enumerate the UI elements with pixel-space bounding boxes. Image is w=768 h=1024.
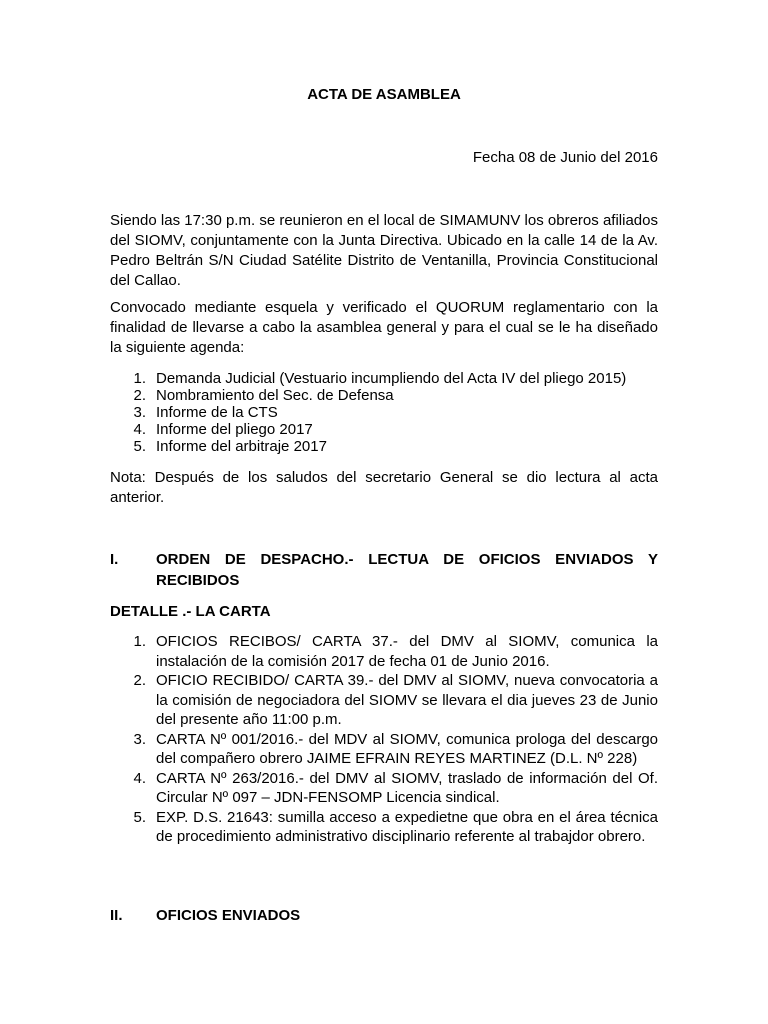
list-text: Demanda Judicial (Vestuario incumpliendo del Acta IV del pliego 2015) — [156, 370, 627, 387]
section-title: OFICIOS ENVIADOS — [156, 907, 301, 924]
list-text: Informe del pliego 2017 — [156, 421, 313, 438]
list-item — [110, 730, 658, 769]
list-number: 3. — [133, 404, 146, 421]
list-number: 4. — [133, 421, 146, 438]
document-date: Fecha 08 de Junio del 2016 — [472, 149, 658, 166]
list-item — [110, 808, 658, 847]
list-text: OFICIOS RECIBOS/ CARTA 37.- del DMV al SIOMV, comunica la instalación de la comisión 2017 de fecha 01 de Junio 2016. — [156, 633, 658, 670]
list-number: 2. — [133, 672, 146, 689]
section-number: II. — [110, 907, 123, 924]
list-number: 4. — [133, 769, 146, 787]
list-item — [110, 387, 658, 404]
list-number: 1. — [133, 633, 146, 650]
document-title: ACTA DE ASAMBLEA — [307, 86, 461, 103]
list-text: CARTA Nº 001/2016.- del MDV al SIOMV, comunica prologa del descargo del compañero obrero JAIME EFRAIN REYES MARTINEZ (D.L. Nº 228) — [156, 730, 658, 767]
list-text: EXP. D.S. 21643: sumilla acceso a expedietne que obra en el área técnica de procedimiento administrativo disciplinario referente al trabajdor obrero. — [156, 808, 658, 845]
list-item — [110, 404, 658, 421]
section-heading — [110, 905, 300, 926]
list-number: 5. — [133, 438, 146, 455]
list-text: Nombramiento del Sec. de Defensa — [156, 387, 394, 404]
section-title: ORDEN DE DESPACHO.- LECTUA DE OFICIOS ENVIADOS Y RECIBIDOS — [156, 551, 658, 589]
list-number: 5. — [133, 808, 146, 826]
intro-paragraph: Siendo las 17:30 p.m. se reunieron en el local de SIMAMUNV los obreros afiliados del SIOMV, conjuntamente con la Junta Directiva. Ubicado en la calle 14 de la Av. Pedro Beltrán S/N Ciudad Satélite Distrito de Ventanilla, Provincia Constitucional del Callao. — [110, 212, 658, 289]
list-item — [110, 370, 658, 387]
list-text: Informe del arbitraje 2017 — [156, 438, 327, 455]
agenda-list — [110, 370, 658, 455]
list-item — [110, 421, 658, 438]
nota-paragraph: Nota: Después de los saludos del secretario General se dio lectura al acta anterior. — [110, 469, 658, 506]
list-item — [110, 769, 658, 808]
list-text: CARTA Nº 263/2016.- del DMV al SIOMV, traslado de información del Of. Circular Nº 097 – JDN-FENSOMP Licencia sindical. — [156, 769, 658, 806]
list-number: 1. — [133, 370, 146, 387]
list-item — [110, 438, 658, 455]
detalle-heading: DETALLE .- LA CARTA — [110, 603, 271, 620]
list-item — [110, 671, 658, 730]
list-item — [110, 632, 658, 671]
list-number: 3. — [133, 730, 146, 748]
list-text: Informe de la CTS — [156, 404, 278, 421]
convocatoria-paragraph: Convocado mediante esquela y verificado el QUORUM reglamentario con la finalidad de llevarse a cabo la asamblea general y para el cual se le ha diseñado la siguiente agenda: — [110, 299, 658, 356]
section-number: I. — [110, 551, 119, 568]
list-number: 2. — [133, 387, 146, 404]
list-text: OFICIO RECIBIDO/ CARTA 39.- del DMV al SIOMV, nueva convocatoria a la comisión de negociadora del SIOMV se llevara el dia jueves 23 de Junio del presente año 11:00 p.m. — [156, 672, 658, 728]
section-heading — [110, 549, 658, 591]
carta-list — [110, 632, 658, 847]
